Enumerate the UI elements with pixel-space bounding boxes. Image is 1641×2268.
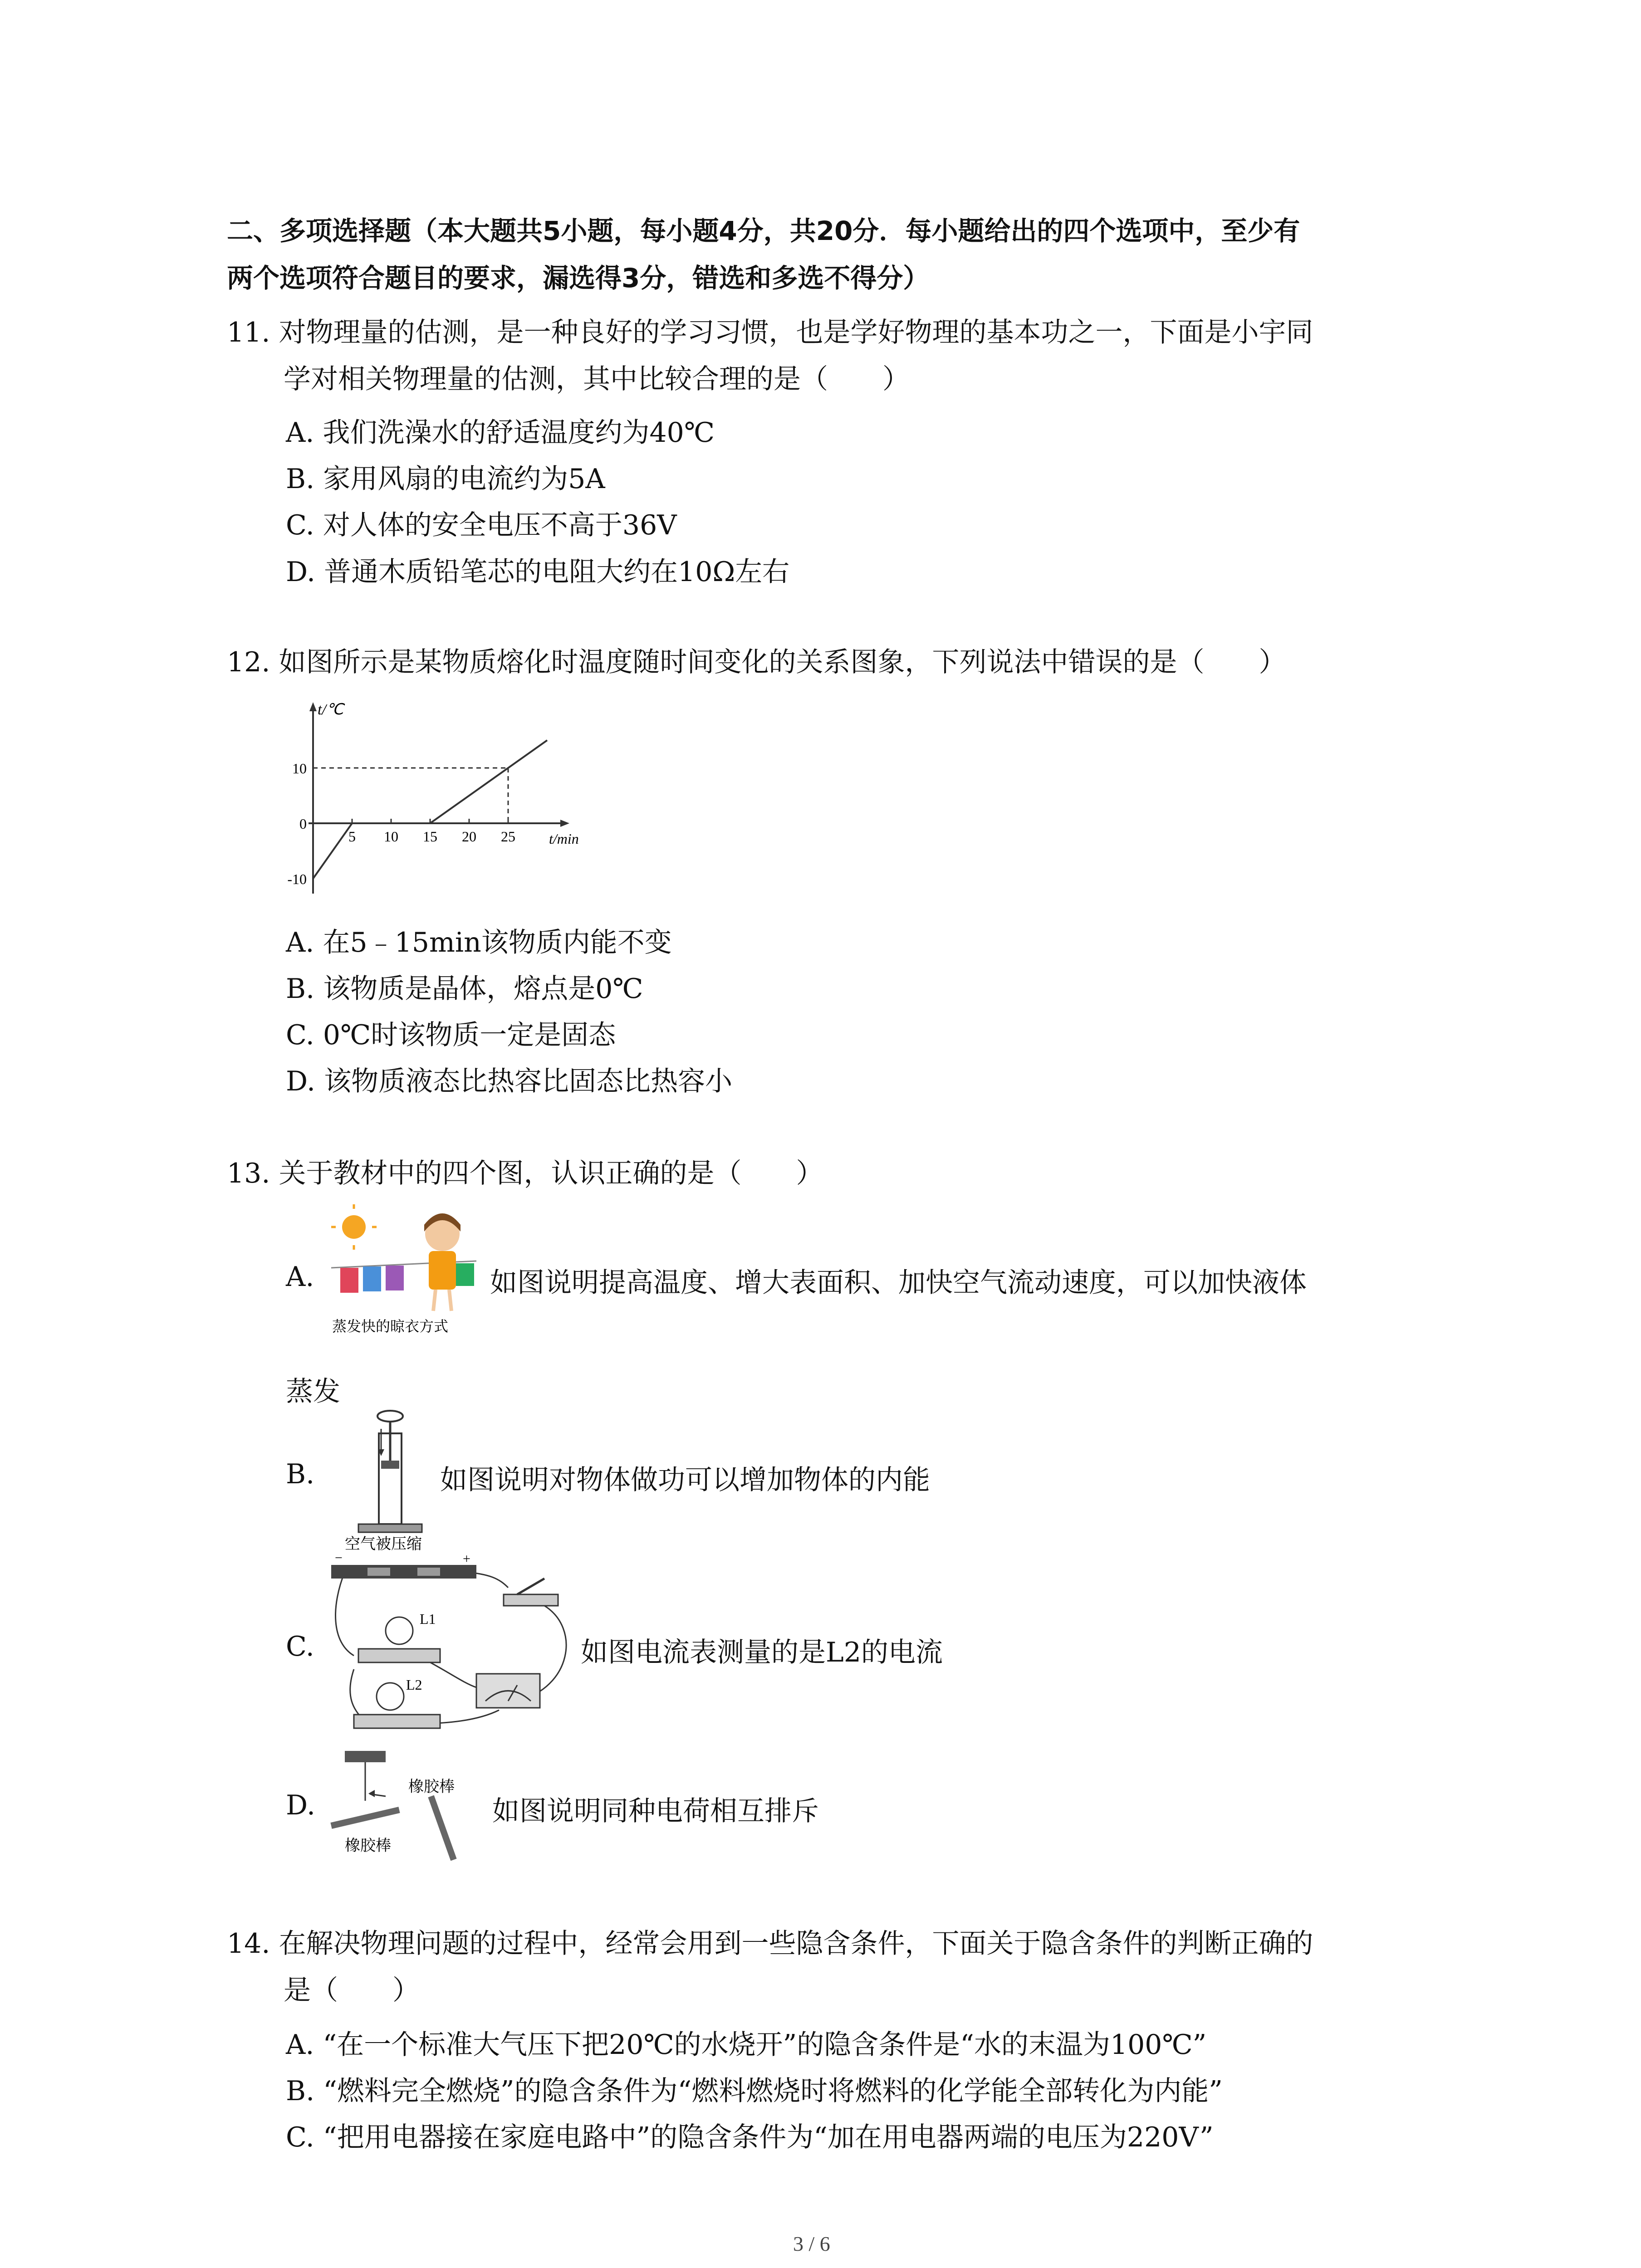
q13-stem: 13. 关于教材中的四个图，认识正确的是（ ） (227, 1158, 823, 1189)
section-title-line1: 二、多项选择题（本大题共5小题，每小题4分，共20分．每小题给出的四个选项中，至少有 (227, 215, 1300, 246)
y-tick-label: 10 (292, 760, 307, 777)
support-stand-icon (345, 1751, 386, 1762)
q14-stem-line2: 是（ ） (284, 1975, 420, 2006)
q13-option-c-text[interactable]: 如图电流表测量的是L2的电流 (581, 1637, 943, 1668)
shirt-icon (386, 1266, 404, 1290)
air-compression-image (327, 1406, 454, 1551)
x-tick-label: 10 (384, 828, 398, 845)
laundry-caption: 蒸发快的晾衣方式 (332, 1318, 449, 1334)
q12-stem: 12. 如图所示是某物质熔化时温度随时间变化的关系图象，下列说法中错误的是（ ） (227, 646, 1286, 678)
lamp-base-l2 (354, 1715, 440, 1728)
x-tick-label: 20 (462, 828, 476, 845)
shirt-icon (363, 1266, 381, 1291)
repel-arrow-icon (368, 1790, 375, 1797)
q11-option-a[interactable]: A. 我们洗澡水的舒适温度约为40℃ (286, 417, 715, 449)
air-compression-caption: 空气被压缩 (345, 1536, 422, 1551)
q12-option-a[interactable]: A. 在5﹣15min该物质内能不变 (286, 927, 672, 958)
q14-option-b[interactable]: B. “燃料完全燃烧”的隐含条件为“燃料燃烧时将燃料的化学能全部转化为内能” (286, 2075, 1223, 2107)
q11-option-b[interactable]: B. 家用风扇的电流约为5A (286, 463, 605, 495)
switch-icon (504, 1594, 558, 1606)
x-axis-arrow-icon (560, 820, 569, 827)
q13-option-c-label[interactable]: C. (286, 1631, 314, 1662)
bulb-l1-icon (386, 1617, 413, 1644)
girl-dress-icon (429, 1251, 456, 1290)
svg-text:−: − (335, 1551, 343, 1565)
q12-option-b[interactable]: B. 该物质是晶体，熔点是0℃ (286, 973, 643, 1005)
q14-option-a[interactable]: A. “在一个标准大气压下把20℃的水烧开”的隐含条件是“水的末温为100℃” (286, 2029, 1207, 2061)
y-tick-label: 0 (299, 816, 307, 832)
laundry-drying-image (327, 1202, 490, 1338)
label-l1: L1 (420, 1611, 436, 1627)
q11-option-d[interactable]: D. 普通木质铅笔芯的电阻大约在10Ω左右 (286, 556, 790, 588)
wire (336, 1572, 354, 1656)
wire (350, 1669, 363, 1719)
q13-option-a-label[interactable]: A. (286, 1261, 314, 1293)
rod-caption-2: 橡胶棒 (345, 1838, 391, 1854)
sun-icon (342, 1215, 366, 1239)
temperature-curve (313, 740, 547, 879)
q13-option-d-text[interactable]: 如图说明同种电荷相互排斥 (492, 1795, 819, 1827)
battery-box-icon (331, 1565, 476, 1579)
q13-option-a-text-line1[interactable]: 如图说明提高温度、增大表面积、加快空气流动速度，可以加快液体 (490, 1267, 1307, 1299)
y-tick-label: -10 (287, 871, 307, 887)
shirt-icon (340, 1268, 358, 1293)
q13-option-b-text[interactable]: 如图说明对物体做功可以增加物体的内能 (440, 1464, 930, 1496)
charged-rods-image (327, 1746, 490, 1864)
q13-option-b-label[interactable]: B. (286, 1458, 315, 1490)
x-axis-label: t/min (549, 831, 579, 847)
melting-graph (272, 699, 599, 903)
section-title-line2: 两个选项符合题目的要求，漏选得3分，错选和多选不得分） (227, 263, 930, 293)
page-number: 3 / 6 (793, 2232, 830, 2255)
bulb-l2-icon (377, 1683, 404, 1710)
rubber-rod-hanging (331, 1810, 399, 1826)
x-tick-label: 15 (423, 828, 437, 845)
svg-text:+: + (463, 1551, 470, 1566)
rod-caption-1: 橡胶棒 (408, 1779, 455, 1795)
q11-stem-line1: 11. 对物理量的估测，是一种良好的学习习惯，也是学好物理的基本功之一，下面是小宇同 (227, 317, 1313, 348)
label-l2: L2 (406, 1677, 422, 1693)
q14-stem-line1: 14. 在解决物理问题的过程中，经常会用到一些隐含条件，下面关于隐含条件的判断正确的 (227, 1928, 1313, 1960)
q11-stem-line2: 学对相关物理量的估测，其中比较合理的是（ ） (284, 363, 910, 395)
q12-option-c[interactable]: C. 0℃时该物质一定是固态 (286, 1019, 616, 1051)
q13-option-a-text-line2[interactable]: 蒸发 (286, 1376, 340, 1408)
y-axis-arrow-icon (309, 702, 317, 711)
q11-option-c[interactable]: C. 对人体的安全电压不高于36V (286, 509, 677, 541)
lamp-base-l1 (358, 1649, 440, 1662)
shirt-icon (456, 1263, 474, 1286)
piston-handle-icon (377, 1411, 403, 1422)
x-tick-label: 5 (348, 828, 356, 845)
rubber-rod-held (431, 1796, 454, 1860)
q13-option-d-label[interactable]: D. (286, 1789, 316, 1821)
x-tick-label: 25 (501, 828, 515, 845)
circuit-image (327, 1551, 581, 1746)
y-axis-label: t/℃ (318, 701, 344, 718)
q14-option-c[interactable]: C. “把用电器接在家庭电路中”的隐含条件为“加在用电器两端的电压为220V” (286, 2121, 1214, 2153)
q12-option-d[interactable]: D. 该物质液态比热容比固态比热容小 (286, 1066, 733, 1097)
